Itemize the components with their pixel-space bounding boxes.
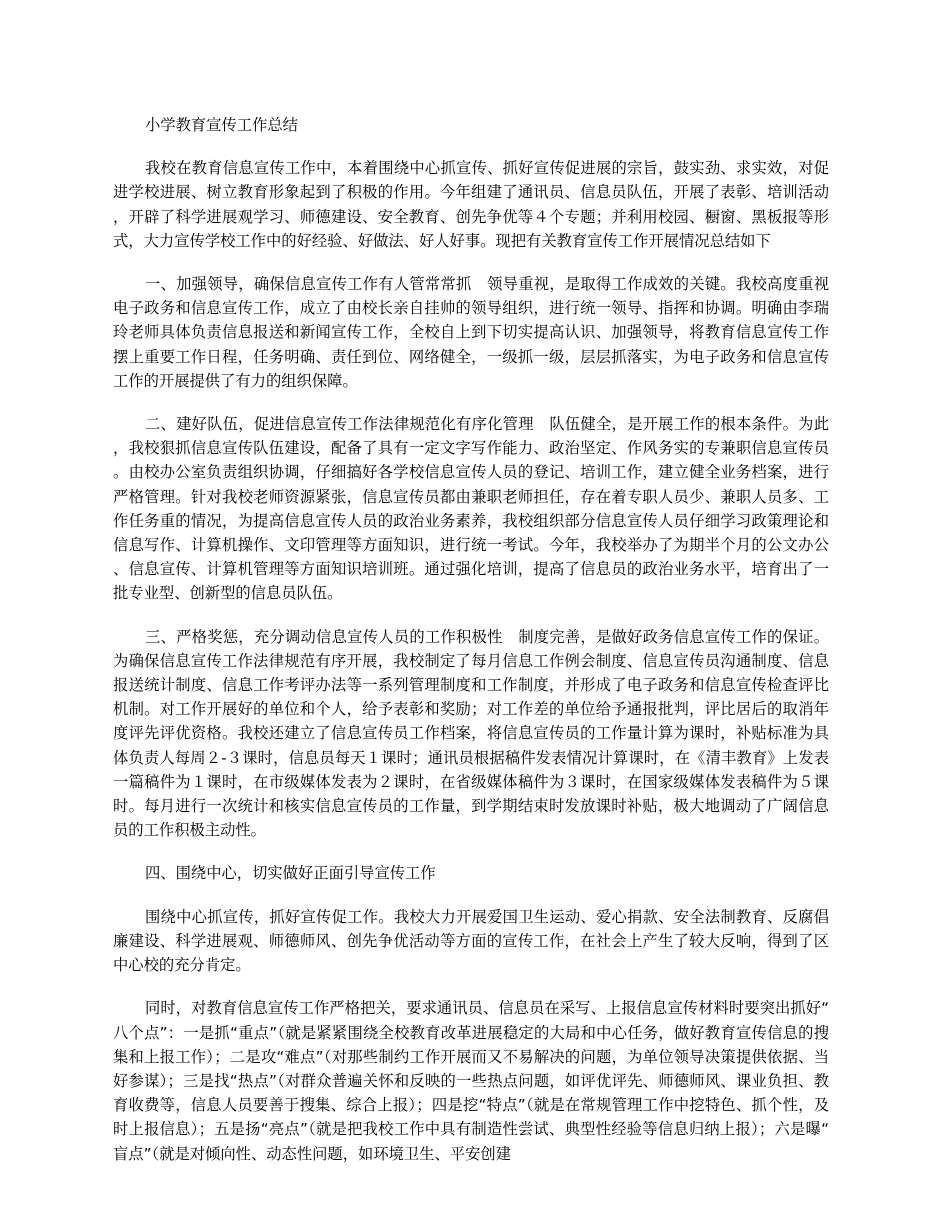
document-page xyxy=(113,113,829,1185)
document-title: 小学教育宣传工作总结 xyxy=(145,116,298,134)
eight-points-paragraph: 同时，对教育信息宣传工作严格把关，要求通讯员、信息员在采写、上报信息宣传材料时要突出抓好“八个点”：一是抓“重点”（就是紧紧围绕全校教育改革进展稳定的大局和中心任务，做好教育宣传信息的搜集和上报工作）；二是攻“难点”（对那些制约工作开展而又不易解决的问题，为单位领导决策提供依据、当好参谋）；三是找“热点”（对群众普遍关怀和反映的一些热点问题，如评优评先、师德师风、课业负担、教育收费等，信息人员要善于搜集、综合上报）；四是挖“特点”（就是在常规管理工作中挖特色、抓个性，及时上报信息）；五是扬“亮点”（就是把我校工作中具有制造性尝试、典型性经验等信息归纳上报）；六是曝“盲点”（就是对倾向性、动态性问题，如环境卫生、平安创建 xyxy=(113,999,829,1163)
section-two-paragraph: 二、建好队伍，促进信息宣传工作法律规范化有序化管理 队伍健全，是开展工作的根本条件。为此，我校狠抓信息宣传队伍建设，配备了具有一定文字写作能力、政治坚定、作风务实的专兼职信息宣传员。由校办公室负责组织协调，仔细搞好各学校信息宣传人员的登记、培训工作，建立健全业务档案，进行严格管理。针对我校老师资源紧张，信息宣传员都由兼职老师担任，存在着专职人员少、兼职人员多、工作任务重的情况，为提高信息宣传人员的政治业务素养，我校组织部分信息宣传人员仔细学习政策理论和信息写作、计算机操作、文印管理等方面知识，进行统一考试。今年，我校举办了为期半个月的公文办公、信息宣传、计算机管理等方面知识培训班。通过强化培训，提高了信息员的政治业务水平，培育出了一批专业型、创新型的信息员队伍。 xyxy=(113,415,829,603)
section-four-paragraph: 围绕中心抓宣传，抓好宣传促工作。我校大力开展爱国卫生运动、爱心捐款、安全法制教育、反腐倡廉建设、科学进展观、师德师风、创先争优活动等方面的宣传工作，在社会上产生了较大反响，得到了区中心校的充分肯定。 xyxy=(113,907,829,975)
section-one-paragraph: 一、加强领导，确保信息宣传工作有人管常常抓 领导重视，是取得工作成效的关键。我校高度重视电子政务和信息宣传工作，成立了由校长亲自挂帅的领导组织，进行统一领导、指挥和协调。明确由李瑞玲老师具体负责信息报送和新闻宣传工作，全校自上到下切实提高认识、加强领导，将教育信息宣传工作摆上重要工作日程，任务明确、责任到位、网络健全，一级抓一级，层层抓落实，为电子政务和信息宣传工作的开展提供了有力的组织保障。 xyxy=(113,275,829,390)
section-four-heading: 四、围绕中心，切实做好正面引导宣传工作 xyxy=(145,864,436,883)
intro-paragraph: 我校在教育信息宣传工作中，本着围绕中心抓宣传、抓好宣传促进展的宗旨，鼓实劲、求实效，对促进学校进展、树立教育形象起到了积极的作用。今年组建了通讯员、信息员队伍，开展了表彰、培训活动，开辟了科学进展观学习、师德建设、安全教育、创先争优等４个专题；并利用校园、橱窗、黑板报等形式，大力宣传学校工作中的好经验、好做法、好人好事。现把有关教育宣传工作开展情况总结如下 xyxy=(113,159,829,250)
section-three-paragraph: 三、严格奖惩，充分调动信息宣传人员的工作积极性 制度完善，是做好政务信息宣传工作的保证。为确保信息宣传工作法律规范有序开展，我校制定了每月信息工作例会制度、信息宣传员沟通制度、信息报送统计制度、信息工作考评办法等一系列管理制度和工作制度，并形成了电子政务和信息宣传检查评比机制。对工作开展好的单位和个人，给予表彰和奖励；对工作差的单位给予通报批判，评比居后的取消年度评先评优资格。我校还建立了信息宣传员工作档案，将信息宣传员的工作量计算为课时，补贴标准为具体负责人每周２-３课时，信息员每天１课时；通讯员根据稿件发表情况计算课时，在《清丰教育》上发表一篇稿件为１课时，在市级媒体发表为２课时，在省级媒体稿件为３课时，在国家级媒体发表稿件为５课时。每月进行一次统计和核实信息宣传员的工作量，到学期结束时发放课时补贴，极大地调动了广阔信息员的工作积极主动性。 xyxy=(113,627,829,840)
